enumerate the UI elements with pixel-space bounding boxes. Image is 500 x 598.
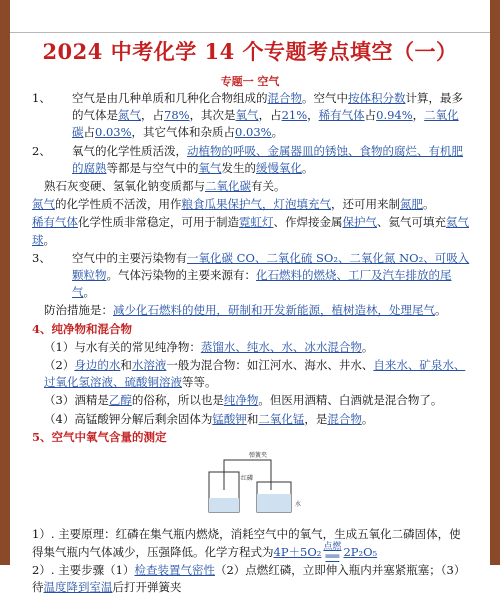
answer-blank: 氮气 — [118, 108, 141, 123]
document-body — [32, 90, 470, 598]
answer-blank: 减少化石燃料的使用，研制和开发新能源，植树造林，处理尾气 — [113, 303, 435, 318]
bottle-water — [209, 498, 239, 512]
section-heading-5: 5、空气中氧气含量的测定 — [32, 429, 167, 444]
answer-blank: 0.03% — [235, 125, 272, 140]
answer-blank: 二氧化碳 — [205, 179, 251, 194]
diagram-label-water: 水 — [295, 501, 302, 509]
answer-blank: 21% — [281, 108, 308, 123]
item-number: 2、 — [32, 143, 51, 158]
answer-blank: 混合物 — [267, 91, 302, 105]
answer-blank: 4P＋5O₂ — [273, 545, 322, 560]
answer-blank: 动植物的呼吸、金属器皿的锈蚀、食物的腐烂、有机肥的腐熟 — [72, 143, 463, 175]
answer-blank: 0.94% — [376, 108, 413, 123]
section-subtitle: 专题一 空气 — [220, 75, 280, 88]
answer-blank: 氮气 — [32, 197, 55, 212]
page-title: 2024 中考化学 14 个专题考点填空（一） — [42, 39, 458, 64]
paragraph: （4）高锰酸钾分解后剩余固体为锰酸钾和二氧化锰，是混合物。 — [44, 411, 374, 426]
answer-blank: 粮食瓜果保护气，灯泡填充气 — [181, 197, 331, 212]
answer-blank: 混合物 — [327, 411, 362, 426]
answer-blank: 稀有气体 — [32, 215, 78, 230]
paragraph: 氮气的化学性质不活泼，用作粮食瓜果保护气，灯泡填充气，还可用来制氮肥。 — [32, 197, 435, 212]
answer-blank: 稀有气体 — [318, 108, 365, 123]
section-heading-4: 4、纯净物和混合物 — [32, 321, 133, 336]
answer-blank: 0.03% — [95, 125, 132, 140]
answer-blank: 2P₂O₅ — [343, 545, 378, 560]
item-1: 1、 空气是由几种单质和几种化合物组成的混合物。空气中按体积分数计算，最多的气体是氮气，占78%，其次是氧气，占21%，稀有气体占0.94%，二氧化碳占0.03%，其它气体和杂质占0.03%。 — [32, 90, 470, 142]
page-frame-left — [0, 0, 10, 565]
answer-blank: 化石燃料的燃烧、工厂及汽车排放的尾气 — [72, 268, 452, 300]
item-2: 2、 氧气的化学性质活泼，动植物的呼吸、金属器皿的锈蚀、食物的腐烂、有机肥的腐熟等都是与空气中的氧气发生的缓慢氧化。 — [32, 143, 470, 177]
answer-blank: 二氧化碳 — [72, 108, 459, 140]
answer-blank: 78% — [164, 108, 190, 123]
paragraph: 2）. 主要步骤（1）检查装置气密性（2）点燃红磷，立即伸入瓶内并塞紧瓶塞；（3）待温度降到室温后打开弹簧夹 — [32, 563, 466, 595]
reaction-condition: 点燃 ══ — [323, 542, 342, 564]
item-3: 3、 空气中的主要污染物有一氧化碳 CO、二氧化硫 SO₂、二氧化氮 NO₂、可吸入颗粒物。气体污染物的主要来源有：化石燃料的燃烧、工厂及汽车排放的尾气。 — [32, 250, 470, 302]
answer-blank: 身边的水 — [74, 358, 121, 373]
answer-blank: 纯净物 — [223, 393, 259, 408]
beaker-water — [257, 494, 291, 512]
answer-blank: 乙醇 — [108, 393, 132, 408]
answer-blank: 氧气 — [235, 108, 259, 123]
answer-blank: 检查装置气密性 — [134, 563, 215, 578]
document-page — [10, 0, 490, 595]
answer-blank: 霓虹灯 — [239, 215, 274, 230]
answer-blank: 温度降到室温 — [43, 580, 113, 595]
item-number: 1、 — [32, 91, 51, 105]
apparatus-diagram — [191, 450, 311, 520]
paragraph: 1）. 主要原理：红磷在集气瓶内燃烧，消耗空气中的氧气，生成五氧化二磷固体，使得集气瓶内气体减少，压强降低。化学方程式为4P＋5O₂ 点燃 ══ 2P₂O₅ — [32, 527, 461, 564]
paragraph: 熟石灰变硬、氢氧化钠变质都与二氧化碳有关。 — [44, 179, 286, 194]
answer-blank: 保护气 — [342, 215, 377, 230]
diagram-label-phosphorus: 红磷 — [241, 475, 254, 483]
answer-blank: 氧气 — [198, 160, 222, 175]
page-frame-right — [490, 0, 500, 565]
answer-blank: 按体积分数 — [348, 91, 406, 105]
answer-blank: 蒸馏水、纯水、水、冰水混合物 — [200, 339, 362, 354]
answer-blank: 氦气球 — [32, 215, 469, 247]
paragraph: 稀有气体化学性质非常稳定，可用于制造霓虹灯、作焊接金属保护气、氦气可填充氦气球。 — [32, 215, 469, 247]
answer-blank: 二氧化锰 — [258, 411, 305, 426]
answer-blank: 氮肥 — [400, 197, 423, 212]
item-number: 3、 — [32, 250, 51, 265]
paragraph: （3）酒精是乙醇的俗称，所以也是纯净物。但医用酒精、白酒就是混合物了。 — [44, 393, 443, 408]
diagram-label-clamp: 弹簧夹 — [249, 452, 268, 460]
paragraph: （2）身边的水和水溶液一般为混合物：如江河水、海水、井水、自来水、矿泉水、过氧化氢溶液、硫酸铜溶液等等。 — [44, 358, 466, 390]
answer-blank: 缓慢氧化 — [256, 160, 302, 175]
paragraph: 防治措施是：减少化石燃料的使用，研制和开发新能源，植树造林，处理尾气。 — [44, 303, 447, 318]
top-rule — [10, 0, 490, 33]
answer-blank: 水溶液 — [131, 358, 167, 373]
answer-blank: 锰酸钾 — [212, 411, 247, 426]
answer-blank: 一氧化碳 CO、二氧化硫 SO₂、二氧化氮 NO₂、可吸入颗粒物 — [72, 250, 470, 283]
paragraph: （1）与水有关的常见纯净物：蒸馏水、纯水、水、冰水混合物。 — [44, 339, 374, 354]
answer-blank: 自来水、矿泉水、过氧化氢溶液、硫酸铜溶液 — [44, 358, 466, 390]
